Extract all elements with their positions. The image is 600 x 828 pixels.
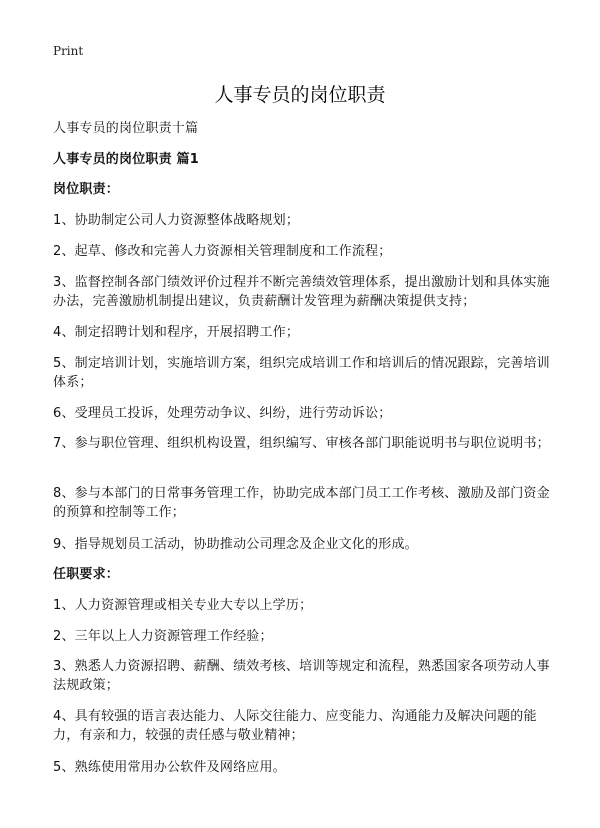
duty-item-5: 5、制定培训计划，实施培训方案，组织完成培训工作和培训后的情况跟踪，完善培训体系； bbox=[53, 356, 550, 390]
requirement-item-1: 1、人力资源管理或相关专业大专以上学历； bbox=[53, 598, 313, 613]
requirement-item-5: 5、熟练使用常用办公软件及网络应用。 bbox=[53, 760, 286, 775]
duty-item-3: 3、监督控制各部门绩效评价过程并不断完善绩效管理体系，提出激励计划和具体实施办法，完善激励机制提出建议，负责薪酬计发管理为薪酬决策提供支持； bbox=[53, 275, 550, 309]
duty-item-4: 4、制定招聘计划和程序，开展招聘工作； bbox=[53, 325, 300, 340]
duty-item-2: 2、起草、修改和完善人力资源相关管理制度和工作流程； bbox=[53, 244, 392, 259]
section-heading: 人事专员的岗位职责 篇1 bbox=[53, 152, 199, 167]
duty-item-9: 9、指导规划员工活动，协助推动公司理念及企业文化的形成。 bbox=[53, 537, 418, 552]
duty-item-8: 8、参与本部门的日常事务管理工作，协助完成本部门员工工作考核、激励及部门资金的预算和控制等工作； bbox=[53, 486, 550, 520]
document-subtitle: 人事专员的岗位职责十篇 bbox=[53, 121, 199, 136]
duty-item-6: 6、受理员工投诉，处理劳动争议、纠纷，进行劳动诉讼； bbox=[53, 406, 392, 421]
duty-item-1: 1、协助制定公司人力资源整体战略规划； bbox=[53, 213, 300, 228]
requirement-item-4: 4、具有较强的语言表达能力、人际交往能力、应变能力、沟通能力及解决问题的能力，有亲和力，较强的责任感与敬业精神； bbox=[53, 709, 537, 743]
print-label: Print bbox=[53, 44, 84, 58]
requirement-item-2: 2、三年以上人力资源管理工作经验； bbox=[53, 629, 273, 644]
requirement-item-3: 3、熟悉人力资源招聘、薪酬、绩效考核、培训等规定和流程，熟悉国家各项劳动人事法规政策； bbox=[53, 659, 550, 693]
document-title: 人事专员的岗位职责 bbox=[214, 84, 386, 106]
duties-heading: 岗位职责： bbox=[53, 182, 120, 197]
duty-item-7: 7、参与职位管理、组织机构设置，组织编写、审核各部门职能说明书与职位说明书； bbox=[53, 436, 550, 451]
requirements-heading: 任职要求： bbox=[53, 567, 120, 582]
